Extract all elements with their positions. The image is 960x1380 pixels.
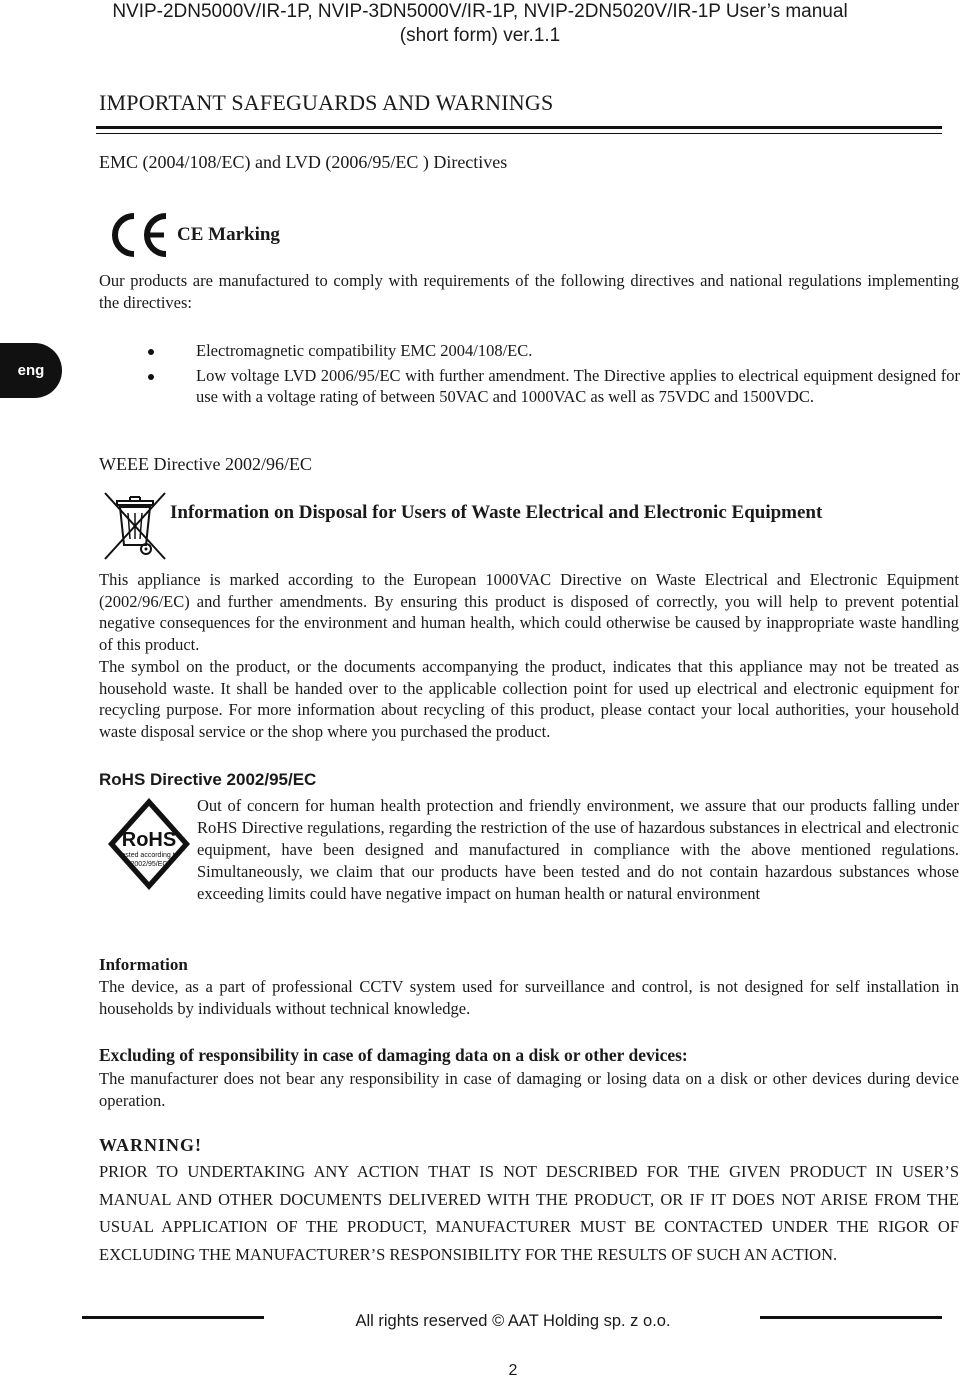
page-number: 2 <box>508 1362 518 1379</box>
information-heading: Information <box>99 955 188 974</box>
ce-marking-label: CE Marking <box>177 224 280 245</box>
document-header <box>0 0 960 48</box>
list-item <box>140 365 960 408</box>
exclusion-heading: Excluding of responsibility in case of damaging data on a disk or other devices: <box>99 1045 688 1065</box>
exclusion-text: The manufacturer does not bear any responsibility in case of damaging or losing data on a disk or other devices during device operation. <box>99 1069 959 1110</box>
list-item-text: Low voltage LVD 2006/95/EC with further amendment. The Directive applies to electrical equipment designed for use with a voltage rating of between 50VAC and 1000VAC as well as 75VDC and 1500VDC. <box>196 365 960 406</box>
weee-info-label: Information on Disposal for Users of Waste Electrical and Electronic Equipment <box>170 502 823 523</box>
information-text: The device, as a part of professional CCTV system used for surveillance and control, is not designed for self installation in households by individuals without technical knowledge. <box>99 977 959 1018</box>
rohs-paragraph-text: Out of concern for human health protection and friendly environment, we assure that our products falling under RoHS Directive regulations, regarding the restriction of the use of hazardous substances in electrical and electronic equipment, have been designed and manufactured in compliance with the above mentioned regulations. Simultaneously, we claim that our products have been tested and do not contain hazardous substances whose exceeding limits could have negative impact on human health or natural environment <box>197 796 959 903</box>
warning-text: PRIOR TO UNDERTAKING ANY ACTION THAT IS NOT DESCRIBED FOR THE GIVEN PRODUCT IN USER’S MANUAL AND OTHER DOCUMENTS DELIVERED WITH THE PRODUCT, OR IF IT DOES NOT ARISE FROM THE USUAL APPLICATION OF THE PRODUCT, MANUFACTURER MUST BE CONTACTED UNDER THE RIGOR OF EXCLUDING THE MANUFACTURER’S RESPONSIBILITY FOR THE RESULTS OF SUCH AN ACTION. <box>99 1162 959 1264</box>
crossed-bin-icon <box>103 491 167 561</box>
list-item <box>140 340 960 362</box>
bullet-icon <box>148 374 154 380</box>
rohs-seal-icon <box>104 796 194 892</box>
rohs-seal-sub1: tested according to <box>119 852 179 859</box>
list-item-text: Electromagnetic compatibility EMC 2004/108/EC. <box>196 341 533 360</box>
bullet-icon <box>148 349 154 355</box>
ce-intro-text: Our products are manufactured to comply with requirements of the following directives and national regulations implementing the directives: <box>99 271 959 312</box>
header-line-1: NVIP-2DN5000V/IR-1P, NVIP-3DN5000V/IR-1P, NVIP-2DN5020V/IR-1P User’s manual <box>112 1 848 22</box>
language-tab-label: eng <box>17 362 45 379</box>
rohs-seal-sub2: 2002/95/EC <box>130 861 168 868</box>
weee-heading: WEEE Directive 2002/96/EC <box>99 454 312 474</box>
ce-mark-icon <box>108 212 172 258</box>
language-tab[interactable] <box>0 343 62 398</box>
title-rule-thin <box>96 133 942 134</box>
warning-heading: WARNING! <box>99 1135 203 1155</box>
directive-list <box>140 340 960 411</box>
weee-paragraph-2: The symbol on the product, or the documents accompanying the product, indicates that this appliance may not be treated as household waste. It shall be handed over to the applicable collection point for used up electrical and electronic equipment for recycling purpose. For more information about recycling of this product, please contact your local authorities, your household waste disposal service or the shop where you purchased the product. <box>99 657 959 741</box>
page-title: IMPORTANT SAFEGUARDS AND WARNINGS <box>99 90 554 115</box>
footer-copyright: All rights reserved © AAT Holding sp. z o.o. <box>355 1312 671 1330</box>
rohs-paragraph <box>99 795 959 905</box>
directives-heading: EMC (2004/108/EC) and LVD (2006/95/EC ) Directives <box>99 152 508 172</box>
header-line-2: (short form) ver.1.1 <box>399 25 561 46</box>
rohs-seal-main: RoHS <box>121 829 177 851</box>
title-rule-thick <box>96 126 942 129</box>
weee-paragraph-1: This appliance is marked according to the European 1000VAC Directive on Waste Electrical and Electronic Equipment (2002/96/EC) and further amendments. By ensuring this product is disposed of correctly, you will help to prevent potential negative consequences for the environment and human health, which could otherwise be caused by inappropriate waste handling of this product. <box>99 570 959 654</box>
rohs-heading: RoHS Directive 2002/95/EC <box>99 770 317 789</box>
